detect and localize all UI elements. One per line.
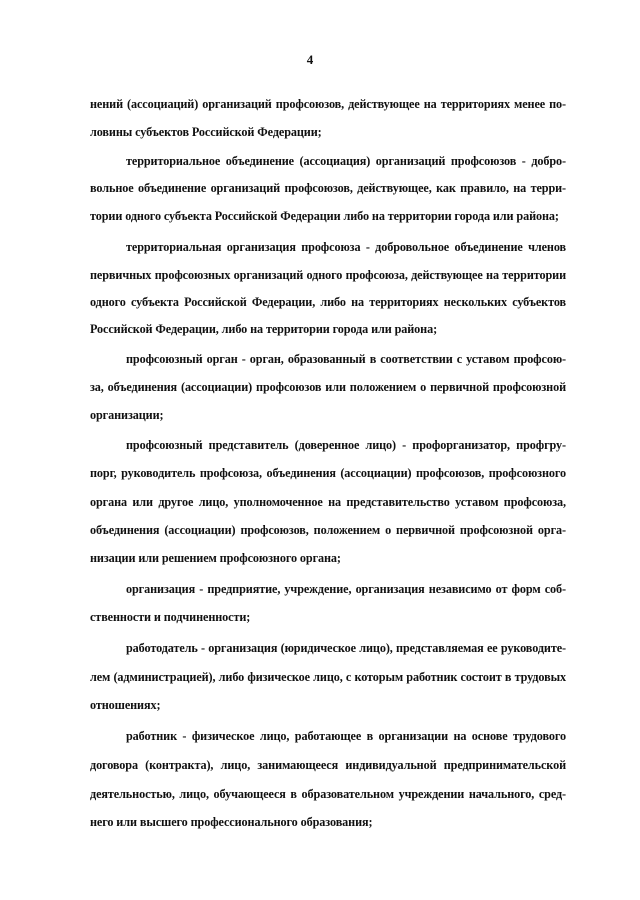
text-line: ловины субъектов Российской Федерации; [90,125,322,139]
text-line: тории одного субъекта Российской Федерации либо на территории города или района; [90,209,559,223]
text-line: деятельностью, лицо, обучающееся в образовательном учреждении начального, сред- [90,787,566,801]
text-line: договора (контракта), лицо, занимающееся индивидуальной предпринимательской [90,758,566,772]
text-line: территориальное объединение (ассоциация) организаций профсоюзов - добро- [126,154,566,168]
text-line: территориальная организация профсоюза - добровольное объединение членов [126,240,566,254]
text-line: работодатель - организация (юридическое лицо), представляемая ее руководите- [126,641,566,655]
text-line: одного субъекта Российской Федерации, либо на территориях нескольких субъектов [90,295,566,309]
text-line: Российской Федерации, либо на территории города или района; [90,322,438,336]
text-line: порг, руководитель профсоюза, объединения (ассоциации) профсоюзов, профсоюзного [90,466,566,480]
text-line: работник - физическое лицо, работающее в организации на основе трудового [126,729,566,743]
text-line: объединения (ассоциации) профсоюзов, положением о первичной профсоюзной орга- [90,523,566,537]
text-line: ственности и подчиненности; [90,610,251,624]
text-line: лем (администрацией), либо физическое лицо, с которым работник состоит в трудовых [90,670,566,684]
text-line: за, объединения (ассоциации) профсоюзов или положением о первичной профсоюзной [90,380,566,394]
text-line: нений (ассоциаций) организаций профсоюзов, действующее на территориях менее по- [90,97,566,111]
text-line: организация - предприятие, учреждение, организация независимо от форм соб- [126,582,566,596]
text-line: первичных профсоюзных организаций одного профсоюза, действующее на территории [90,268,566,282]
text-line: организации; [90,408,164,422]
text-line: него или высшего профессионального образования; [90,815,373,829]
text-line: профсоюзный представитель (доверенное лицо) - профорганизатор, профгру- [126,438,566,452]
text-line: низации или решением профсоюзного органа; [90,551,341,565]
page-number: 4 [306,52,314,67]
text-line: профсоюзный орган - орган, образованный в соответствии с уставом профсою- [126,352,566,366]
text-line: отношениях; [90,698,161,712]
text-line: вольное объединение организаций профсоюзов, действующее, как правило, на терри- [90,181,566,195]
text-line: органа или другое лицо, уполномоченное на представительство уставом профсоюза, [90,495,566,509]
